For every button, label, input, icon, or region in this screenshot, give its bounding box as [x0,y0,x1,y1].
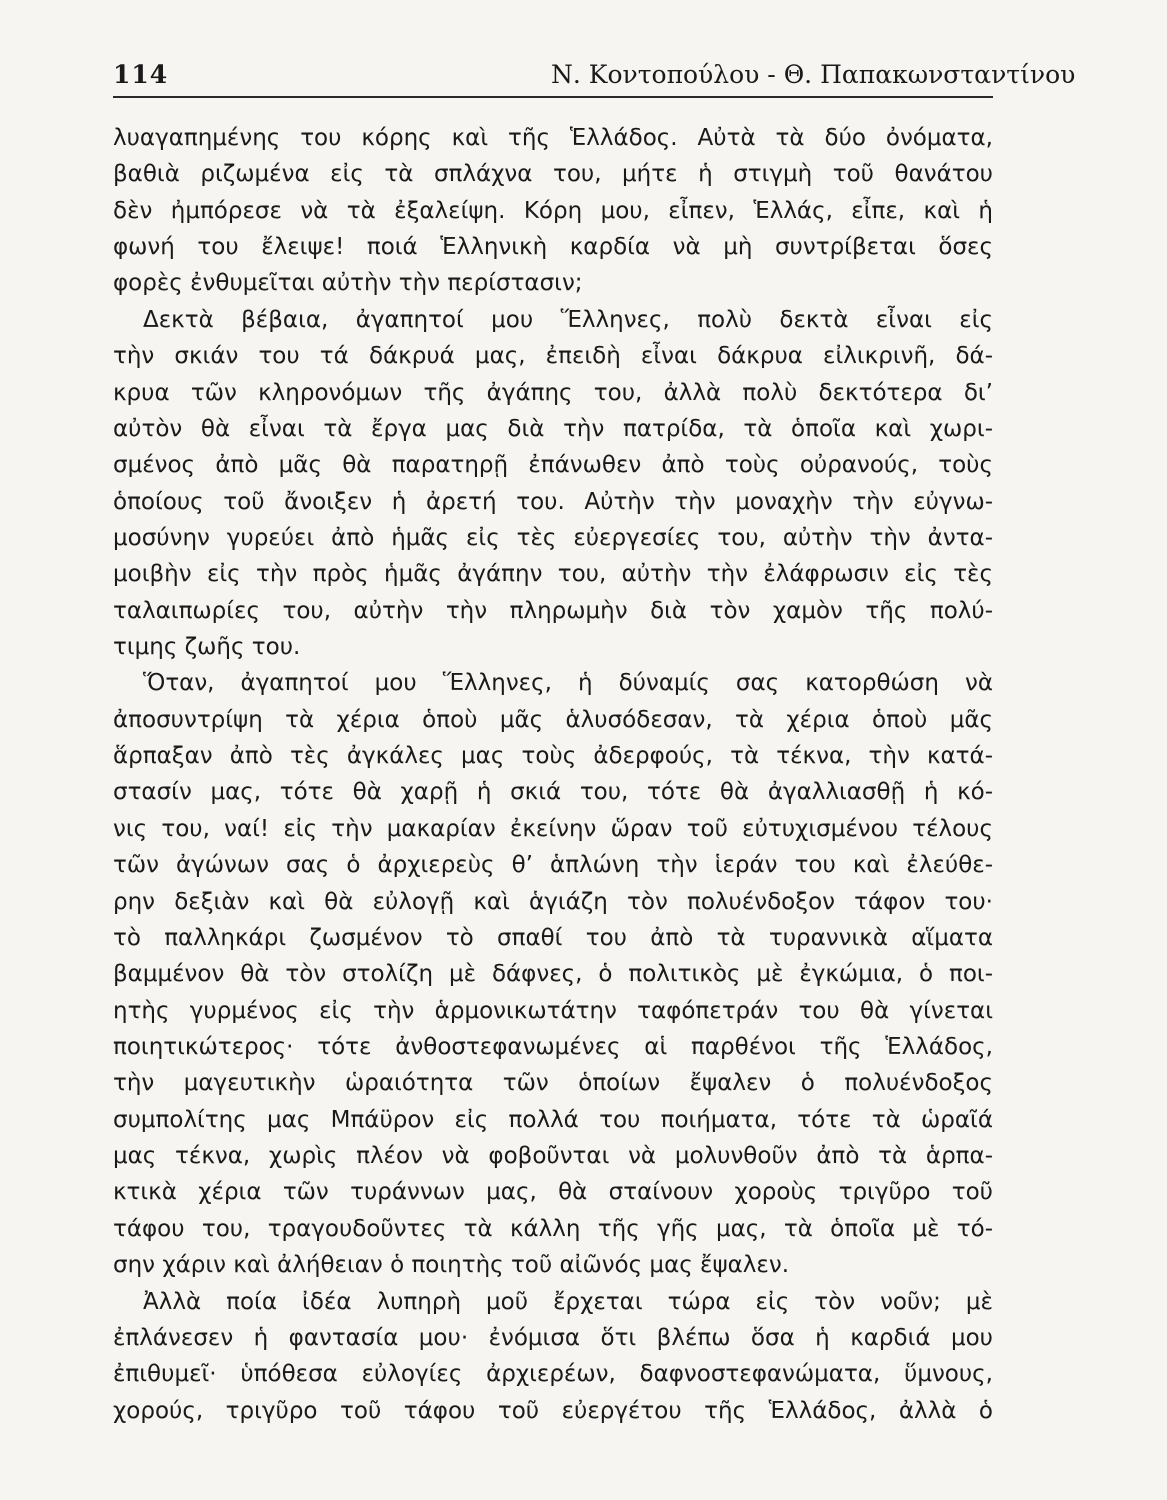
text-line: βαθιὰ ριζωμένα εἰς τὰ σπλάχνα του, μήτε ἡ στιγμὴ τοῦ θανάτου [113,161,993,188]
text-line: Δεκτὰ βέβαια, ἀγαπητοί μου Ἕλληνες, πολὺ δεκτὰ εἶναι εἰς [143,306,993,333]
text-line: νις του, ναί! εἰς τὴν μακαρίαν ἐκείνην ὥραν τοῦ εὐτυχισμένου τέλους [113,815,993,842]
text-line: ἐπιθυμεῖ· ὑπόθεσα εὐλογίες ἀρχιερέων, δαφνοστεφανώματα, ὕμνους, [113,1361,993,1388]
page-number: 114 [113,60,169,89]
text-line: ητὴς γυρμένος εἰς τὴν ἁρμονικωτάτην ταφόπετράν του θὰ γίνεται [113,997,993,1024]
text-line: τάφου του, τραγουδοῦντες τὰ κάλλη τῆς γῆς μας, τὰ ὁποῖα μὲ τό- [113,1215,993,1242]
text-line: κρυα τῶν κληρονόμων τῆς ἀγάπης του, ἀλλὰ πολὺ δεκτότερα δι’ [113,379,993,406]
text-line: ὁποίους τοῦ ἄνοιξεν ἡ ἀρετή του. Αὐτὴν τὴν μοναχὴν τὴν εὐγνω- [113,488,993,515]
running-head-authors: Ν. Κοντοπούλου - Θ. Παπακωνσταντίνου [551,60,1076,89]
text-line: Ὅταν, ἀγαπητοί μου Ἕλληνες, ἡ δύναμίς σας κατορθώση νὰ [143,670,993,697]
text-line: στασίν μας, τότε θὰ χαρῇ ἡ σκιά του, τότε θὰ ἀγαλλιασθῇ ἡ κό- [113,779,993,806]
text-line: ἅρπαξαν ἀπὸ τὲς ἀγκάλες μας τοὺς ἀδερφούς, τὰ τέκνα, τὴν κατά- [113,743,993,770]
text-line: μοιβὴν εἰς τὴν πρὸς ἡμᾶς ἀγάπην του, αὐτὴν τὴν ἐλάφρωσιν εἰς τὲς [113,561,993,588]
text-line: τῶν ἀγώνων σας ὁ ἀρχιερεὺς θ’ ἁπλώνη τὴν ἱεράν του καὶ ἐλεύθε- [113,852,993,879]
text-line: μας τέκνα, χωρὶς πλέον νὰ φοβοῦνται νὰ μολυνθοῦν ἀπὸ τὰ ἁρπα- [113,1143,993,1170]
text-line: σην χάριν καὶ ἀλήθειαν ὁ ποιητὴς τοῦ αἰῶνός μας ἔψαλεν. [113,1252,790,1279]
text-line: συμπολίτης μας Μπάϋρον εἰς πολλά του ποιήματα, τότε τὰ ὡραῖά [113,1106,993,1133]
text-line: ποιητικώτερος· τότε ἀνθοστεφανωμένες αἱ παρθένοι τῆς Ἑλλάδος, [113,1033,993,1060]
body-text [113,120,993,1429]
text-line: λυαγαπημένης του κόρης καὶ τῆς Ἑλλάδος. Αὐτὰ τὰ δύο ὀνόματα, [113,125,993,151]
text-line: δὲν ἠμπόρεσε νὰ τὰ ἐξαλείψη. Κόρη μου, εἶπεν, Ἑλλάς, εἶπε, καὶ ἡ [113,197,993,224]
header-rule [113,96,993,98]
text-line: φωνή του ἔλειψε! ποιά Ἑλληνικὴ καρδία νὰ μὴ συντρίβεται ὅσες [113,234,993,261]
text-line: τὴν μαγευτικὴν ὡραιότητα τῶν ὁποίων ἔψαλεν ὁ πολυένδοξος [113,1070,993,1097]
text-line: αὐτὸν θὰ εἶναι τὰ ἔργα μας διὰ τὴν πατρίδα, τὰ ὁποῖα καὶ χωρι- [113,415,993,442]
text-line: ἀποσυντρίψη τὰ χέρια ὁποὺ μᾶς ἁλυσόδεσαν, τὰ χέρια ὁποὺ μᾶς [113,706,993,733]
text-line: ταλαιπωρίες του, αὐτὴν τὴν πληρωμὴν διὰ τὸν χαμὸν τῆς πολύ- [113,597,993,624]
text-line: τὸ παλληκάρι ζωσμένον τὸ σπαθί του ἀπὸ τὰ τυραννικὰ αἵματα [113,924,993,951]
text-line: ἐπλάνεσεν ἡ φαντασία μου· ἐνόμισα ὅτι βλέπω ὅσα ἡ καρδιά μου [113,1324,993,1351]
text-line: βαμμένον θὰ τὸν στολίζη μὲ δάφνες, ὁ πολιτικὸς μὲ ἐγκώμια, ὁ ποι- [113,961,993,988]
text-line: χορούς, τριγῦρο τοῦ τάφου τοῦ εὐεργέτου τῆς Ἑλλάδος, ἀλλὰ ὁ [113,1397,993,1424]
text-line: ρην δεξιὰν καὶ θὰ εὐλογῇ καὶ ἁγιάζη τὸν πολυένδοξον τάφον του· [113,888,993,915]
text-line: κτικὰ χέρια τῶν τυράννων μας, θὰ σταίνουν χοροὺς τριγῦρο τοῦ [113,1179,993,1206]
running-head [113,58,1076,98]
text-line: μοσύνην γυρεύει ἀπὸ ἡμᾶς εἰς τὲς εὐεργεσίες του, αὐτὴν τὴν ἀντα- [113,524,993,551]
text-line: φορὲς ἐνθυμεῖται αὐτὴν τὴν περίστασιν; [113,270,583,297]
text-line: τὴν σκιάν του τά δάκρυά μας, ἐπειδὴ εἶναι δάκρυα εἰλικρινῆ, δά- [113,343,993,370]
text-line: Ἀλλὰ ποία ἰδέα λυπηρὴ μοῦ ἔρχεται τώρα εἰς τὸν νοῦν; μὲ [143,1288,993,1315]
text-line: τιμης ζωῆς του. [113,634,301,661]
text-line: σμένος ἀπὸ μᾶς θὰ παρατηρῇ ἐπάνωθεν ἀπὸ τοὺς οὐρανούς, τοὺς [113,452,993,479]
